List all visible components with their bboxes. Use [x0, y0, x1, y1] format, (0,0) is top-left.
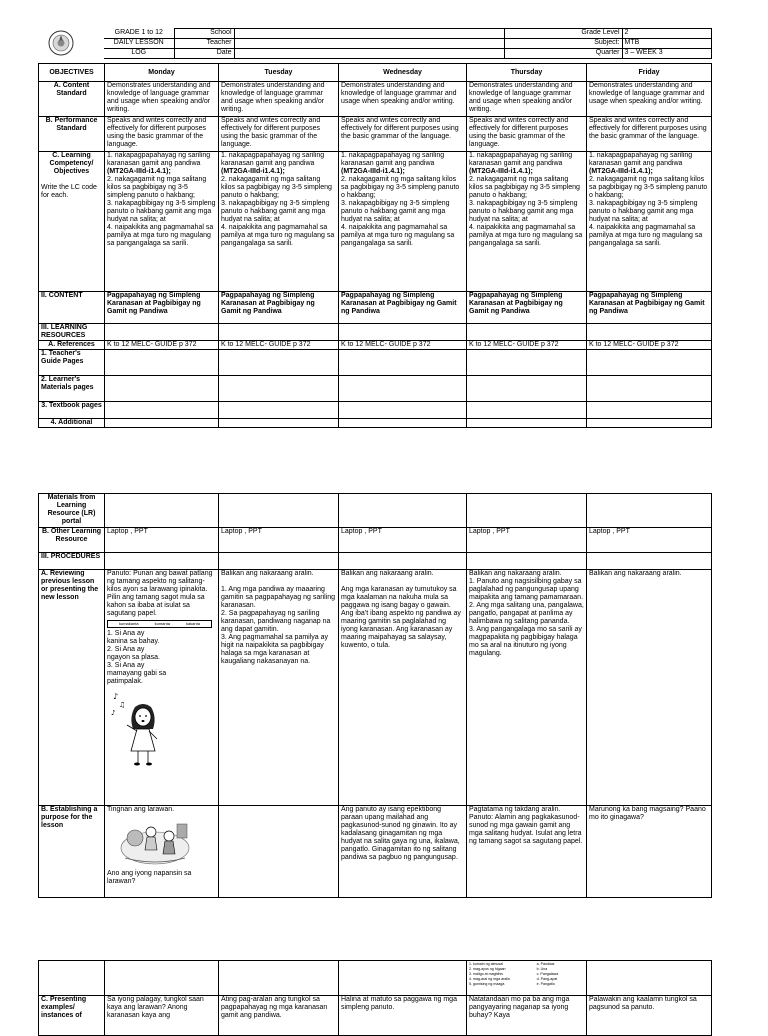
lr-portal-label: Materials from Learning Resource (LR) portal	[39, 494, 105, 528]
lc-wed: 1. nakapagpapahayag ng sariling karanasan gamit ang pandiwa (MT2GA-IIId-i1.4.1); 2. nakagagamit ng mga salitang kilos sa pagbibigay ng 3-5 simpleng panuto o hakbang; 3. nakapagbibigay ng 3-5 simpleng panuto o hakbang gamit ang mga hudyat na salita; at 4. naipakikita ang pagmamahal sa pamilya at mga turo ng magulang sa pangangalaga sa sarili.	[339, 152, 467, 292]
teacher-value[interactable]	[234, 39, 504, 49]
presenting-tue: Ating pag-aralan ang tungkol sa pagpapahayag ng mga karanasan gamit ang pandiwa.	[219, 996, 339, 1036]
textbook-label: 3. Textbook pages	[39, 402, 105, 419]
other-resources-thu: Laptop , PPT	[467, 528, 587, 553]
reviewing-tue: Balikan ang nakaraang aralin. 1. Ang mga pandiwa ay maaaring gamitin sa pagpapahayag ng sariling karanasan. 2. Sa pagpapahayag ng sariling karanasan, pandiwang naganap na ang dapat gamitin. 3. Ang pagmamahal sa pamilya ay higit na naipakikita sa pagbibigay halaga sa mga karanasan at kaugaliang nakasanayan na.	[219, 570, 339, 806]
learning-resources-label: III. LEARNING RESOURCES	[39, 324, 105, 341]
reviewing-label: A. Reviewing previous lesson or presenting the new lesson	[39, 570, 105, 806]
learning-competency-label-cell	[39, 152, 105, 292]
content-fri: Pagpapahayag ng Simpleng Karanasan at Pagbibigay ng Gamit ng Pandiwa	[587, 292, 712, 324]
day-tuesday: Tuesday	[219, 64, 339, 82]
word-choice-2: kumanta	[154, 621, 170, 626]
day-wednesday: Wednesday	[339, 64, 467, 82]
reviewing-wed: Balikan ang nakaraang aralin. Ang mga karanasan ay tumutukoy sa mga kaalaman na nakuha mula sa paggawa ng isang bagay o gawain. Ang iba’t ibang aspekto ng pandiwa ay maaring gamitin sa paglalahad ng iyong karanasan. Ang karanasan ay maaring maipahayag sa salaysay, kuwento, o tula.	[339, 570, 467, 806]
content-wed: Pagpapahayag ng Simpleng Karanasan at Pagbibigay ng Gamit ng Pandiwa	[339, 292, 467, 324]
presenting-label: C. Presenting examples/ instances of	[39, 996, 105, 1036]
teacher-label: Teacher	[174, 39, 234, 49]
reviewing-thu: Balikan ang nakaraang aralin. 1. Panuto ang nagsisilbing gabay sa paglalahad ng pangungusap upang maipakita ang tamang pamamaraan. 2. Ang mga salitang una, pangalawa, pangatlo, pangapat at panlima ay halimbawa ng salitang pananda. 3. Ang pangangalaga mo sa sarili ay magpapakita ng pagbibigay halaga mo sa aral na itinuturo ng iyong magulang.	[467, 570, 587, 806]
references-thu: K to 12 MELC- GUIDE p 372	[467, 341, 587, 350]
establishing-thu: Pagtatama ng takdang aralin. Panuto: Alamin ang pagkakasunod-sunod ng mga gawain gamit ang mga salitang hudyat. Isulat ang letra ng tamang sagot sa sagutang papel.	[467, 806, 587, 898]
grade-level-label: Grade Level	[504, 29, 622, 39]
learning-competency-row	[39, 152, 712, 292]
singing-girl-illustration	[107, 689, 177, 769]
school-label: School	[174, 29, 234, 39]
reviewing-mon-items: 1. Si Ana ay kanina sa bahay. 2. Si Ana ay ngayon sa plasa. 3. Si Ana ay mamayang gabi sa patimpalak.	[107, 630, 167, 685]
presenting-wed: Halina at matuto sa paggawa ng mga simpleng panuto.	[339, 996, 467, 1036]
content-mon: Pagpapahayag ng Simpleng Karanasan at Pagbibigay ng Gamit ng Pandiwa	[105, 292, 219, 324]
learning-competency-label: C. Learning Competency/ Objectives	[49, 152, 94, 175]
establishing-wed: Ang panuto ay isang epektibong paraan upang mailahad ang pagkasunod-sunod ng ginawin. Ito ay kadalasang ginagamitan ng mga hudyat na salita gaya ng una, ikalawa, pangatlo. Ginagamitan ito ng salitang pandiwa sa pagbuo ng pangungusap.	[339, 806, 467, 898]
presenting-thu: Natatandaan mo pa ba ang mga pangyayaring naganap sa iyong buhay? Kaya	[467, 996, 587, 1036]
other-resources-tue: Laptop , PPT	[219, 528, 339, 553]
dll-line2: LOG	[104, 49, 174, 59]
sequence-matching-image	[467, 961, 587, 996]
lc-mon: 1. nakapagpapahayag ng sariling karanasan gamit ang pandiwa (MT2GA-IIId-i1.4.1); 2. nakagagamit ng mga salitang kilos sa pagbibigay ng 3-5 simpleng panuto o hakbang; 3. nakapagbibigay ng 3-5 simpleng panuto o hakbang gamit ang mga hudyat na salita; at 4. naipakikita ang pagmamahal sa pamilya at mga turo ng magulang sa pangangalaga sa sarili.	[105, 152, 219, 292]
other-resources-label: B. Other Learning Resource	[39, 528, 105, 553]
deped-seal-icon	[48, 30, 74, 56]
establishing-fri: Marunong ka bang magsaing? Paano mo ito ginagawa?	[587, 806, 712, 898]
objectives-table	[38, 63, 712, 428]
header-table	[38, 28, 712, 59]
other-resources-mon: Laptop , PPT	[105, 528, 219, 553]
kids-playing-illustration	[115, 818, 195, 868]
content-standard-fri: Demonstrates understanding and knowledge of language grammar and usage when speaking and/or writing.	[587, 82, 712, 117]
quarter-value[interactable]: 3 – WEEK 3	[622, 49, 711, 59]
svg-text:♪: ♪	[113, 692, 119, 701]
lc-code-note: Write the LC code for each.	[41, 184, 97, 199]
references-tue: K to 12 MELC- GUIDE p 372	[219, 341, 339, 350]
teachers-guide-label: 1. Teacher's Guide Pages	[39, 350, 105, 376]
establishing-label: B. Establishing a purpose for the lesson	[39, 806, 105, 898]
references-mon: K to 12 MELC- GUIDE p 372	[105, 341, 219, 350]
performance-standard-thu: Speaks and writes correctly and effectively for different purposes using the basic grammar of the language.	[467, 117, 587, 152]
lc-fri: 1. nakapagpapahayag ng sariling karanasan gamit ang pandiwa (MT2GA-IIId-i1.4.1); 2. nakagagamit ng mga salitang kilos sa pagbibigay ng 3-5 simpleng panuto o hakbang; 3. nakapagbibigay ng 3-5 simpleng panuto o hakbang gamit ang mga hudyat na salita; at 4. naipakikita ang pagmamahal sa pamilya at mga turo ng magulang sa pangangalaga sa sarili.	[587, 152, 712, 292]
content-tue: Pagpapahayag ng Simpleng Karanasan at Pagbibigay ng Gamit ng Pandiwa	[219, 292, 339, 324]
sequence-steps-list: 1. kumain ng almusal 2. mag-ayos ng higaan 3. maligo at magbihis 4. mag-aral ng mga aralin 5. gumising ng maaga	[469, 962, 510, 986]
establishing-mon-text: Tingnan ang larawan.	[107, 806, 175, 813]
establishing-mon-question: Ano ang iyong napansin sa larawan?	[107, 870, 192, 885]
svg-text:♫: ♫	[119, 701, 126, 709]
performance-standard-mon: Speaks and writes correctly and effectively for different purposes using the basic grammar of the language.	[105, 117, 219, 152]
subject-label: Subject:	[504, 39, 622, 49]
content-label: II. CONTENT	[39, 292, 105, 324]
presenting-mon: Sa iyong palagay, tungkol saan kaya ang larawan? Anong karanasan kaya ang	[105, 996, 219, 1036]
performance-standard-label: B. Performance Standard	[39, 117, 105, 152]
day-monday: Monday	[105, 64, 219, 82]
other-resources-wed: Laptop , PPT	[339, 528, 467, 553]
subject-value[interactable]: MTB	[622, 39, 711, 49]
dll-line1: DAILY LESSON	[104, 39, 174, 49]
presenting-fri: Palawakin ang kaalamn tungkol sa pagsunod sa panuto.	[587, 996, 712, 1036]
grade-line: GRADE 1 to 12	[104, 29, 174, 39]
word-choice-box	[107, 620, 212, 628]
learners-materials-label: 2. Learner's Materials pages	[39, 376, 105, 402]
word-choice-1: kumakanta	[119, 621, 139, 626]
date-value[interactable]	[234, 49, 504, 59]
content-standard-label: A. Content Standard	[39, 82, 105, 117]
additional-label: 4. Additional	[39, 419, 105, 428]
references-fri: K to 12 MELC- GUIDE p 372	[587, 341, 712, 350]
performance-standard-wed: Speaks and writes correctly and effectively for different purposes using the basic grammar of the language.	[339, 117, 467, 152]
content-standard-tue: Demonstrates understanding and knowledge of language grammar and usage when speaking and/or writing.	[219, 82, 339, 117]
performance-standard-tue: Speaks and writes correctly and effectively for different purposes using the basic grammar of the language.	[219, 117, 339, 152]
objectives-heading: OBJECTIVES	[39, 64, 105, 82]
procedures-label: III. PROCEDURES	[39, 553, 105, 570]
word-choice-3: kakanta	[185, 621, 200, 626]
seal-cell	[38, 29, 104, 59]
references-label: A. References	[39, 341, 105, 350]
lc-thu: 1. nakapagpapahayag ng sariling karanasan gamit ang pandiwa (MT2GA-IIId-i1.4.1); 2. nakagagamit ng mga salitang kilos sa pagbibigay ng 3-5 simpleng panuto o hakbang; 3. nakapagbibigay ng 3-5 simpleng panuto o hakbang gamit ang mga hudyat na salita; at 4. naipakikita ang pagmamahal sa pamilya at mga turo ng magulang sa pangangalaga sa sarili.	[467, 152, 587, 292]
other-resources-fri: Laptop , PPT	[587, 528, 712, 553]
grade-level-value[interactable]: 2	[622, 29, 711, 39]
reviewing-fri: Balikan ang nakaraang aralin.	[587, 570, 712, 806]
date-label: Date	[174, 49, 234, 59]
school-value[interactable]	[234, 29, 504, 39]
content-standard-wed: Demonstrates understanding and knowledge of language grammar and usage when speaking and/or writing.	[339, 82, 467, 117]
quarter-label: Quarter	[504, 49, 622, 59]
presenting-table	[38, 960, 712, 1036]
lc-tue: 1. nakapagpapahayag ng sariling karanasan gamit ang pandiwa (MT2GA-IIId-i1.4.1); 2. nakagagamit ng mga salitang kilos sa pagbibigay ng 3-5 simpleng panuto o hakbang; 3. nakapagbibigay ng 3-5 simpleng panuto o hakbang gamit ang mga hudyat na salita; at 4. naipakikita ang pagmamahal sa pamilya at mga turo ng magulang sa pangangalaga sa sarili.	[219, 152, 339, 292]
content-thu: Pagpapahayag ng Simpleng Karanasan at Pagbibigay ng Gamit ng Pandiwa	[467, 292, 587, 324]
reviewing-mon-instructions: Panuto: Punan ang bawat patlang ng tamang aspekto ng salitang-kilos ayon sa larawang ipinakita. Pilin ang tamang sagot mula sa kahon sa ibaba at isulat sa sagutang papel.	[107, 570, 213, 617]
performance-standard-fri: Speaks and writes correctly and effectively for different purposes using the basic grammar of the language.	[587, 117, 712, 152]
reviewing-mon	[105, 570, 219, 806]
sequence-answers-list: a. Pandiwa b. Una c. Pangalawa d. Pang-apat e. Pangatlo	[536, 962, 559, 986]
content-standard-thu: Demonstrates understanding and knowledge of language grammar and usage when speaking and/or writing.	[467, 82, 587, 117]
references-wed: K to 12 MELC- GUIDE p 372	[339, 341, 467, 350]
svg-text:♪: ♪	[111, 709, 116, 717]
procedures-table	[38, 493, 712, 898]
establishing-mon	[105, 806, 219, 898]
day-friday: Friday	[587, 64, 712, 82]
content-standard-mon: Demonstrates understanding and knowledge of language grammar and usage when speaking and/or writing.	[105, 82, 219, 117]
day-thursday: Thursday	[467, 64, 587, 82]
